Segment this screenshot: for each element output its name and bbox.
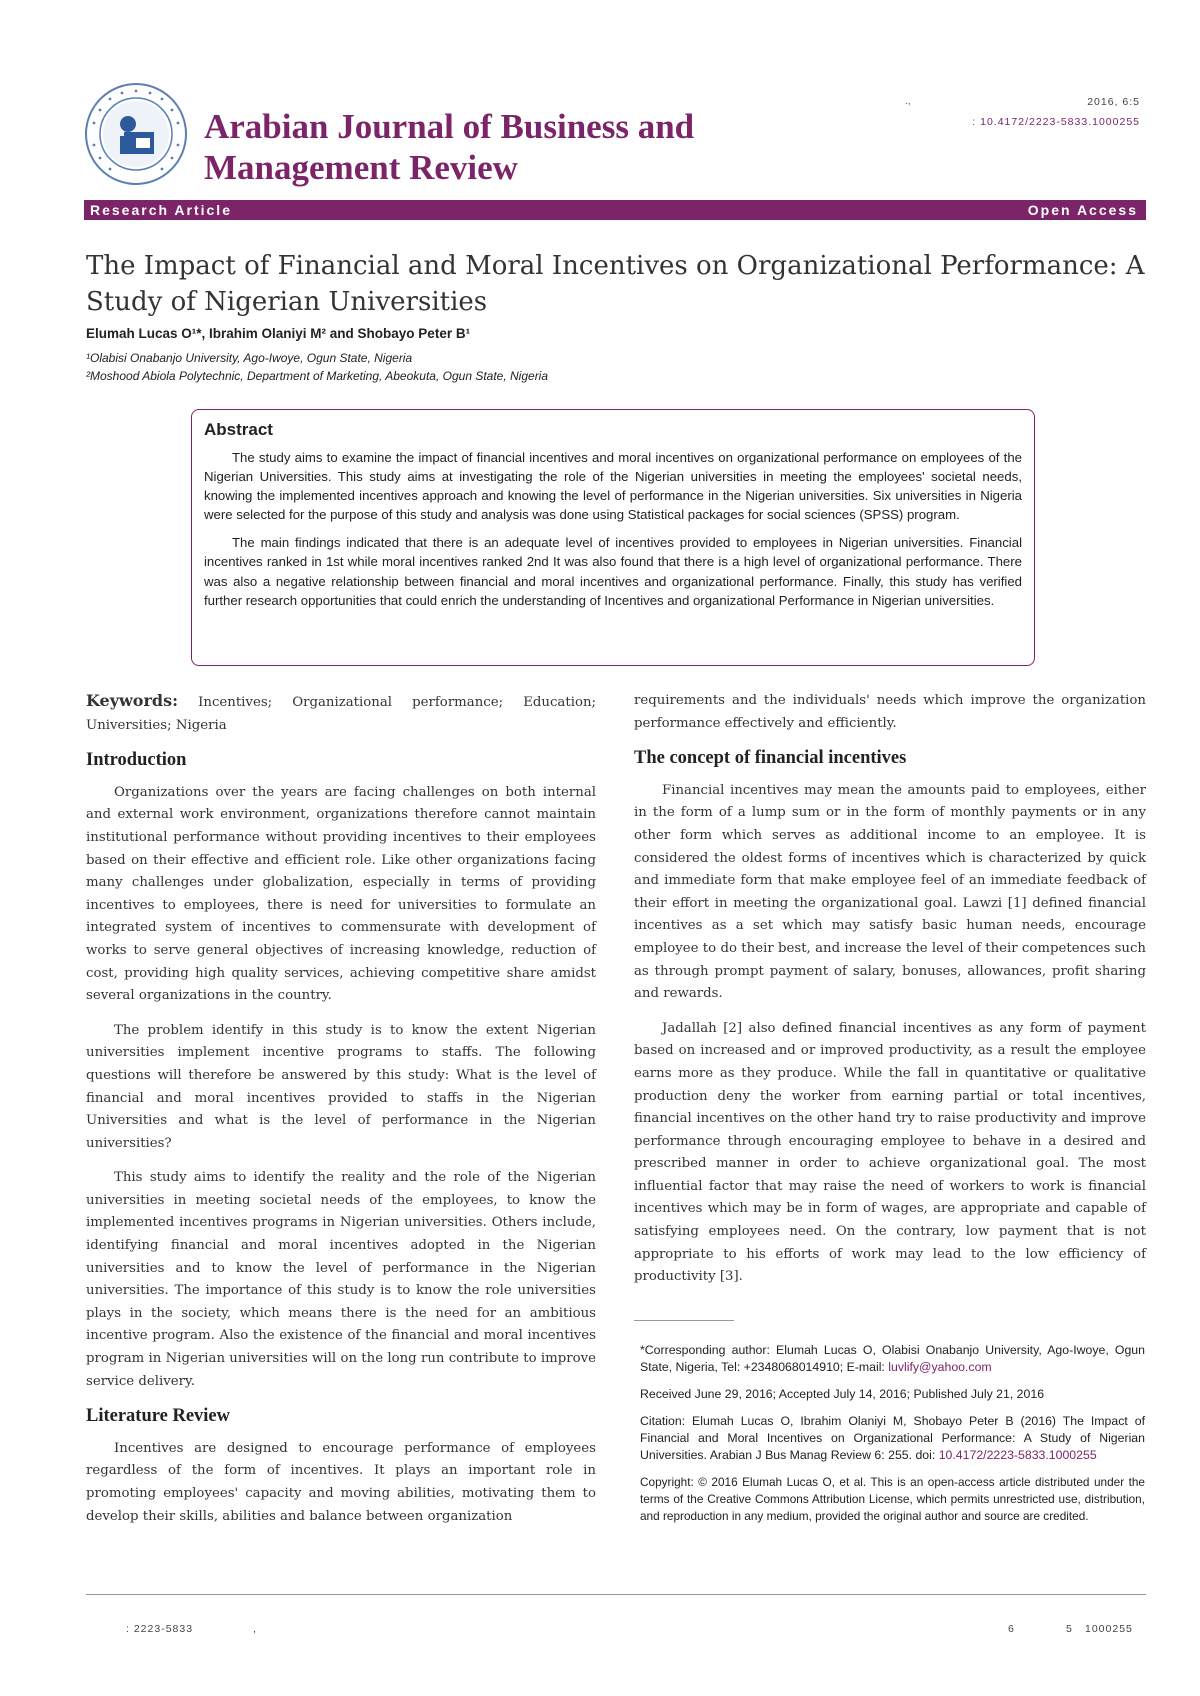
abstract-paragraph: The study aims to examine the impact of financial incentives and moral incentives on organizational performance on employees of the Nigerian Universities. This study aims at investigating the role of the Nigerian universities in meeting the employees' societal needs, knowing the implemented incentives approach and knowing the level of performance in the Nigerian universities. Six universities in Nigeria were selected for the purpose of this study and analysis was done using Statistical packages for social sciences (SPSS) program.: [204, 450, 1022, 523]
header-mark: .,: [905, 96, 911, 107]
keywords-label: Keywords:: [86, 691, 179, 710]
footer-article-id: 1000255: [1085, 1623, 1133, 1635]
body-paragraph: Jadallah [2] also defined financial incentives as any form of payment based on increased and or improved productivity, as a result the employee earns more as they produce. While the fall in quantitative or qualitative production deny the worker from earning partial or total incentives, financial incentives on the other hand try to raise productivity and improve performance through encouraging employee to behave in a desired and prescribed manner in order to achieve organizational goal. The most influential factor that may raise the need of workers to work is financial incentives which may be in form of wages, are appropriate and capable of satisfying employees need. On the contrary, low payment that is not appropriate to his efforts of work may lead to the low efficiency of productivity [3].: [634, 1020, 1146, 1285]
keywords-text: Incentives; Organizational performance; Education; Universities; Nigeria: [86, 695, 596, 733]
email-link[interactable]: luvlify@yahoo.com: [888, 1360, 992, 1374]
footnotes: [640, 1342, 1145, 1535]
financial-incentives-heading: The concept of financial incentives: [634, 748, 907, 769]
keywords: [86, 690, 596, 737]
affiliation-2: ²Moshood Abiola Polytechnic, Department of Marketing, Abeokuta, Ogun State, Nigeria: [86, 369, 549, 383]
literature-paragraph: Incentives are designed to encourage performance of employees regardless of the form of incentives. It plays an important role in promoting employees' capacity and moving abilities, motivating them to develop their skills, abilities and balance between organization: [86, 1440, 596, 1524]
doi-link[interactable]: 10.4172/2223-5833.1000255: [938, 1448, 1097, 1462]
literature-review-heading: Literature Review: [86, 1406, 231, 1427]
abstract-box: [191, 409, 1035, 666]
body-paragraph: Financial incentives may mean the amounts paid to employees, either in the form of a lump sum or in the form of monthly payments or in any other form which serves as additional income to an employee. It is considered the oldest forms of incentives which is characterized by quick and immediate form that make employee feel of an immediate feedback of their effort in meeting the organizational goal. Lawzi [1] defined financial incentives as a set which may satisfy basic human needs, encourage employee to do their best, and increase the level of their competences such as through prompt payment of salary, bonuses, allowances, profit sharing and rewards.: [634, 782, 1146, 1002]
journal-title: Arabian Journal of Business and Management Review: [204, 107, 695, 187]
article-title: The Impact of Financial and Moral Incentives on Organizational Performance: A Study of Nigerian Universities: [86, 251, 1145, 317]
right-column: [634, 690, 1146, 1301]
journal-logo-icon: [84, 82, 188, 186]
left-column: [86, 690, 596, 1540]
continuation-paragraph: requirements and the individuals' needs which improve the organization performance effectively and efficiently.: [634, 693, 1146, 731]
affiliation-1: ¹Olabisi Onabanjo University, Ago-Iwoye, Ogun State, Nigeria: [86, 351, 413, 365]
abstract-heading: Abstract: [204, 420, 273, 439]
dates: Received June 29, 2016; Accepted July 14, 2016; Published July 21, 2016: [640, 1387, 1045, 1401]
footer-mark: ,: [253, 1623, 257, 1635]
citation-text: Citation: Elumah Lucas O, Ibrahim Olaniyi M, Shobayo Peter B (2016) The Impact of Financial and Moral Incentives on Organizational Performance: A Study of Nigerian Universities. Arabian J Bus Manag Review 6: 255. doi:: [640, 1414, 1145, 1462]
corresponding-text: *Corresponding author: Elumah Lucas O, Olabisi Onabanjo University, Ago-Iwoye, Ogun State, Nigeria, Tel: +2348068014910; E-mail:: [640, 1343, 1145, 1374]
header-doi[interactable]: : 10.4172/2223-5833.1000255: [972, 116, 1140, 128]
corresponding-author: [640, 1342, 1145, 1376]
footer-volume: 6: [1008, 1623, 1015, 1635]
open-access-label[interactable]: Open Access: [1027, 202, 1138, 218]
intro-paragraph: This study aims to identify the reality and the role of the Nigerian universities in meeting societal needs of the employees, to know the implemented incentives programs in Nigerian universities. Others include, identifying financial and moral incentives adopted in the Nigerian universities and to know the level of performance in the Nigerian universities. The importance of this study is to know the role universities plays in the society, which means there is the need for an ambitious incentive program. Also the existence of the financial and moral incentives program in Nigerian universities will on the long run contribute to improve service delivery.: [86, 1170, 596, 1389]
article-type-label: Research Article: [90, 202, 232, 218]
footnote-divider: [634, 1320, 734, 1321]
footer-issue: 5: [1066, 1623, 1073, 1635]
footer-divider: [86, 1594, 1146, 1595]
intro-paragraph: Organizations over the years are facing challenges on both internal and external work environment, organizations therefore cannot maintain institutional performance without providing incentives to their employees based on their effective and efficient role. Like other organizations facing many challenges under globalization, especially in terms of providing incentives to employees, there is need for universities to formulate an integrated system of incentives to commensurate with development of works to serve general objectives of increasing knowledge, reduction of cost, providing high quality services, achieving competitive share amidst several organizations in the country.: [86, 784, 596, 1004]
copyright: Copyright: © 2016 Elumah Lucas O, et al. This is an open-access article distributed under the terms of the Creative Commons Attribution License, which permits unrestricted use, distribution, and reproduction in any medium, provided the original author and source are credited.: [640, 1475, 1145, 1523]
intro-paragraph: The problem identify in this study is to know the extent Nigerian universities implement incentive programs to staffs. The following questions will therefore be answered by this study: What is the level of financial and moral incentives provided to staffs in the Nigerian Universities and what is the level of performance in the Nigerian universities?: [86, 1022, 596, 1151]
article-type-band: [84, 200, 1146, 220]
abstract-paragraph: The main findings indicated that there is an adequate level of incentives provided to employees in Nigerian universities. Financial incentives ranked in 1st while moral incentives ranked 2nd It was also found that there is a high level of organizational performance. There was also a negative relationship between financial and moral incentives and organizational performance. Finally, this study has verified further research opportunities that could enrich the understanding of Incentives and organizational Performance in Nigerian universities.: [204, 535, 1022, 608]
volume-info: 2016, 6:5: [1087, 96, 1140, 108]
introduction-heading: Introduction: [86, 750, 187, 771]
citation: [640, 1413, 1145, 1464]
footer-issn: : 2223-5833: [126, 1623, 194, 1635]
author-list: Elumah Lucas O¹*, Ibrahim Olaniyi M² and Shobayo Peter B¹: [86, 326, 471, 341]
